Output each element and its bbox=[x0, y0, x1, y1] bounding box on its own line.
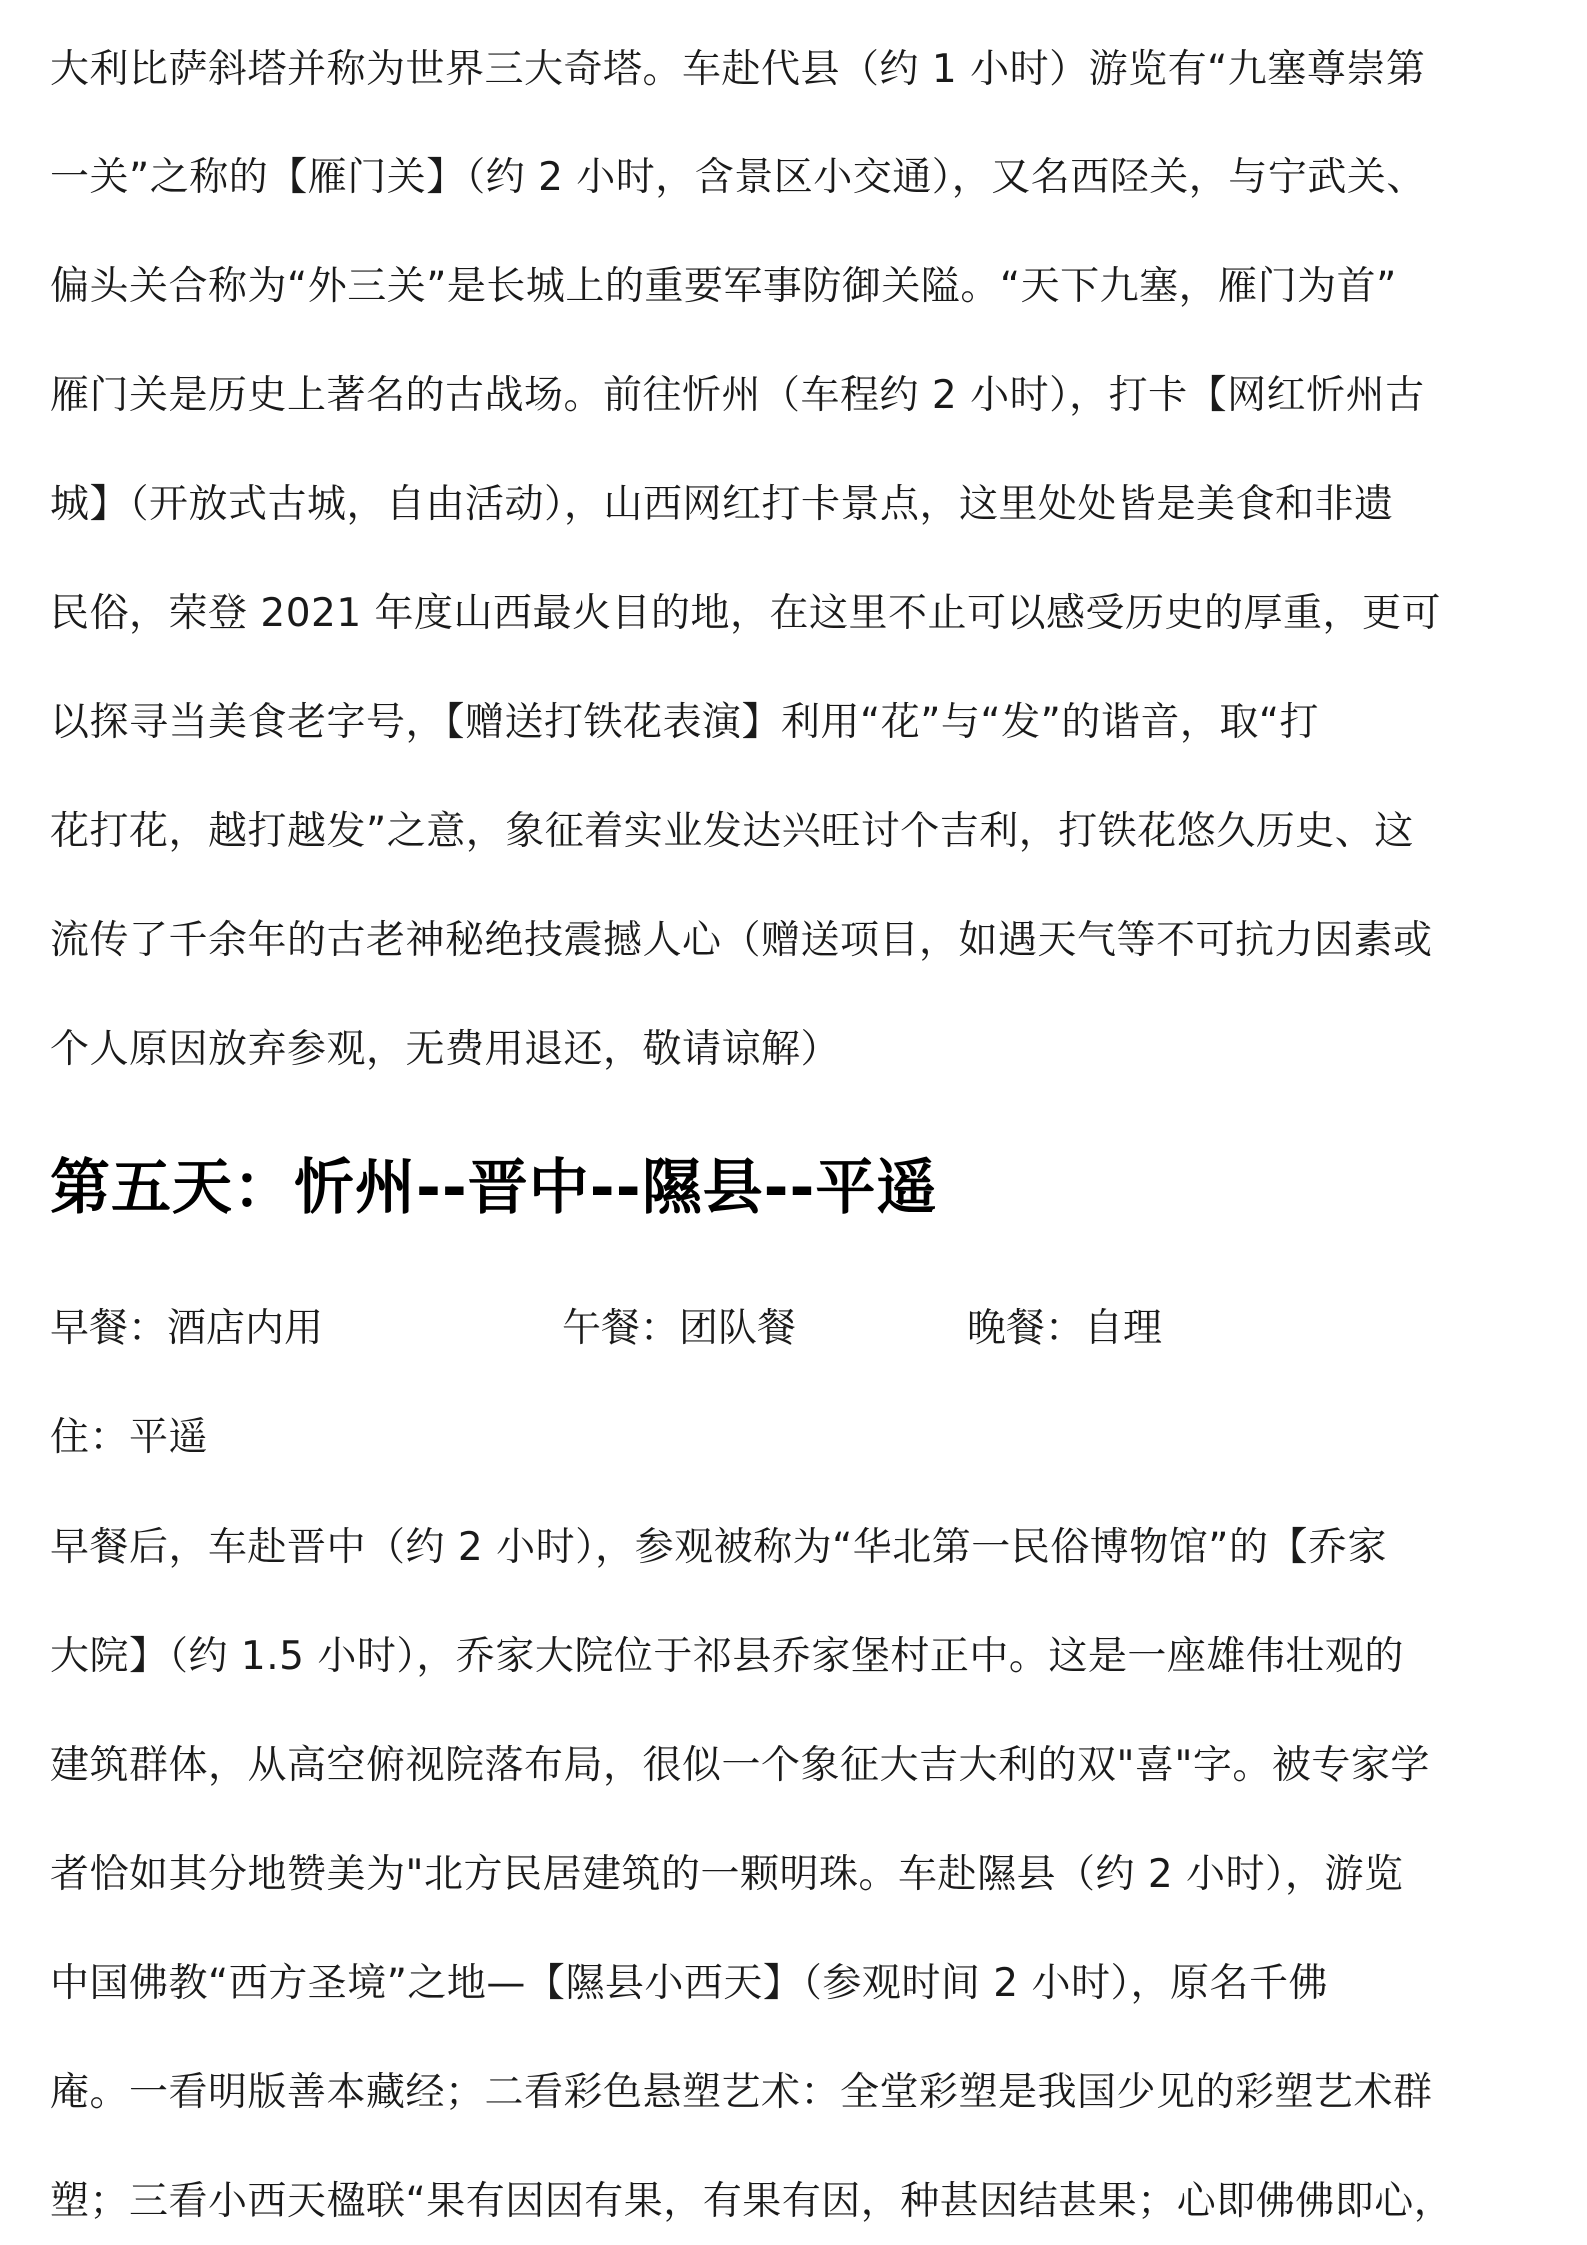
text-line: 塑；三看小西天楹联“果有因因有果，有果有因，种甚因结甚果；心即佛佛即心， bbox=[50, 2179, 1454, 2224]
lodging-info: 住：平遥 bbox=[50, 1415, 209, 1460]
text-line: 花打花，越打越发”之意，象征着实业发达兴旺讨个吉利，打铁花悠久历史、这 bbox=[50, 809, 1414, 854]
text-line: 偏头关合称为“外三关”是长城上的重要军事防御关隘。“天下九塞，雁门为首” bbox=[50, 264, 1397, 309]
breakfast-info: 早餐：酒店内用 bbox=[50, 1306, 324, 1351]
text-line: 早餐后，车赴晋中（约 2 小时），参观被称为“华北第一民俗博物馆”的【乔家 bbox=[50, 1525, 1388, 1570]
text-line: 以探寻当美食老字号，【赠送打铁花表演】利用“花”与“发”的谐音，取“打 bbox=[50, 700, 1320, 745]
text-line: 建筑群体，从高空俯视院落布局，很似一个象征大吉大利的双"喜"字。被专家学 bbox=[50, 1743, 1430, 1788]
day-heading: 第五天：忻州--晋中--隰县--平遥 bbox=[50, 1153, 938, 1223]
text-line: 流传了千余年的古老神秘绝技震撼人心（赠送项目，如遇天气等不可抗力因素或 bbox=[50, 918, 1433, 963]
text-line: 庵。一看明版善本藏经；二看彩色悬塑艺术：全堂彩塑是我国少见的彩塑艺术群 bbox=[50, 2070, 1433, 2115]
text-line: 者恰如其分地赞美为"北方民居建筑的一颗明珠。车赴隰县（约 2 小时），游览 bbox=[50, 1852, 1404, 1897]
text-line: 个人原因放弃参观，无费用退还，敬请谅解） bbox=[50, 1027, 841, 1072]
text-line: 雁门关是历史上著名的古战场。前往忻州（车程约 2 小时），打卡【网红忻州古 bbox=[50, 373, 1425, 418]
text-line: 一关”之称的【雁门关】（约 2 小时，含景区小交通），又名西陉关，与宁武关、 bbox=[50, 155, 1426, 200]
text-line: 中国佛教“西方圣境”之地—【隰县小西天】（参观时间 2 小时），原名千佛 bbox=[50, 1961, 1329, 2006]
text-line: 城】（开放式古城，自由活动），山西网红打卡景点，这里处处皆是美食和非遗 bbox=[50, 482, 1394, 527]
text-line: 大利比萨斜塔并称为世界三大奇塔。车赴代县（约 1 小时）游览有“九塞尊崇第 bbox=[50, 47, 1426, 92]
lunch-info: 午餐：团队餐 bbox=[562, 1306, 797, 1351]
dinner-info: 晚餐：自理 bbox=[967, 1306, 1163, 1351]
text-line: 民俗，荣登 2021 年度山西最火目的地，在这里不止可以感受历史的厚重，更可 bbox=[50, 591, 1442, 636]
text-line: 大院】（约 1.5 小时），乔家大院位于祁县乔家堡村正中。这是一座雄伟壮观的 bbox=[50, 1634, 1404, 1679]
